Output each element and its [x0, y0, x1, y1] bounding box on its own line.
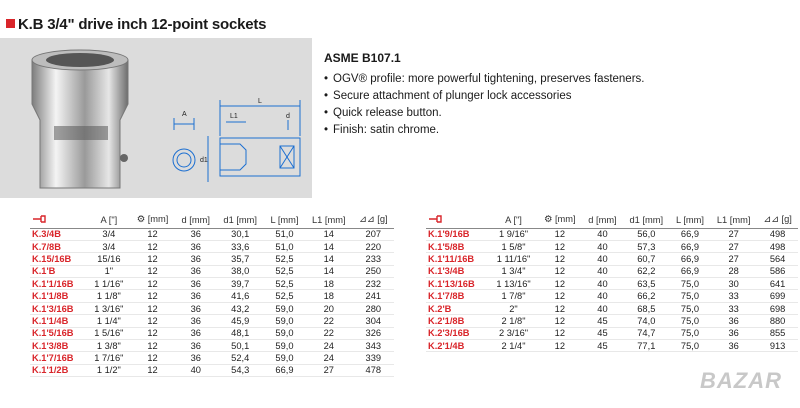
part-number: K.15/16B: [30, 253, 88, 265]
table-cell: 60,7: [623, 253, 670, 265]
table-cell: 59,0: [264, 340, 305, 352]
table-cell: 38,0: [216, 265, 264, 277]
table-cell: 36: [175, 240, 216, 252]
table-cell: 36: [175, 340, 216, 352]
table-cell: 59,0: [264, 352, 305, 364]
table-cell: 68,5: [623, 302, 670, 314]
page-title-text: K.B 3/4" drive inch 12-point sockets: [18, 16, 267, 33]
table-cell: 14: [305, 240, 353, 252]
table-cell: 40: [582, 302, 623, 314]
table-cell: 280: [353, 302, 394, 314]
table-row: [30, 240, 394, 252]
table-cell: 27: [710, 228, 757, 240]
brand-mark-icon: [6, 19, 15, 28]
table-row: [426, 265, 798, 277]
col-header: A ["]: [490, 212, 538, 228]
part-number: K.1'1/4B: [30, 315, 88, 327]
table-cell: 54,3: [216, 364, 264, 376]
table-cell: 12: [130, 340, 175, 352]
col-header: d [mm]: [175, 212, 216, 228]
table-cell: 24: [305, 352, 353, 364]
table-cell: 45,9: [216, 315, 264, 327]
table-cell: 56,0: [623, 228, 670, 240]
spec-bullet: • OGV® profile: more powerful tightening, preserves fasteners.: [324, 71, 800, 88]
table-cell: 36: [175, 315, 216, 327]
socket-photo: [20, 42, 140, 194]
col-header: d1 [mm]: [623, 212, 670, 228]
table-cell: 52,5: [264, 265, 305, 277]
table-row: [426, 278, 798, 290]
table-cell: 12: [130, 302, 175, 314]
table-cell: 52,5: [264, 278, 305, 290]
table-cell: 27: [305, 364, 353, 376]
table-cell: 12: [538, 240, 583, 252]
table-row: [426, 327, 798, 339]
table-cell: 1 7/8": [490, 290, 538, 302]
table-cell: 478: [353, 364, 394, 376]
ref-icon: [426, 212, 490, 228]
left-spec-table: [30, 212, 394, 377]
table-cell: 880: [757, 315, 798, 327]
table-cell: 74,0: [623, 315, 670, 327]
table-cell: 75,0: [670, 290, 710, 302]
col-header: L [mm]: [670, 212, 710, 228]
table-cell: 698: [757, 302, 798, 314]
table-cell: 207: [353, 228, 394, 240]
table-cell: 913: [757, 340, 798, 352]
table-cell: 36: [175, 302, 216, 314]
table-cell: 12: [538, 228, 583, 240]
table-row: [30, 302, 394, 314]
table-cell: 241: [353, 290, 394, 302]
table-cell: 12: [130, 327, 175, 339]
table-cell: 304: [353, 315, 394, 327]
table-cell: 36: [710, 327, 757, 339]
table-cell: 75,0: [670, 315, 710, 327]
table-cell: 1 9/16": [490, 228, 538, 240]
table-cell: 30: [710, 278, 757, 290]
table-cell: 12: [130, 364, 175, 376]
part-number: K.1'7/16B: [30, 352, 88, 364]
ref-icon: [30, 212, 88, 228]
table-cell: 1 1/16": [88, 278, 130, 290]
part-number: K.1'5/8B: [426, 240, 490, 252]
table-cell: 12: [538, 302, 583, 314]
table-cell: 75,0: [670, 340, 710, 352]
table-cell: 59,0: [264, 327, 305, 339]
table-cell: 12: [538, 265, 583, 277]
table-cell: 1 3/8": [88, 340, 130, 352]
table-cell: 35,7: [216, 253, 264, 265]
table-cell: 63,5: [623, 278, 670, 290]
table-row: [426, 315, 798, 327]
table-cell: 326: [353, 327, 394, 339]
table-cell: 12: [538, 340, 583, 352]
table-row: [426, 290, 798, 302]
part-number: K.1'3/4B: [426, 265, 490, 277]
table-cell: 12: [130, 240, 175, 252]
table-cell: 40: [175, 364, 216, 376]
specs-panel: [312, 38, 800, 198]
table-cell: 27: [710, 253, 757, 265]
table-cell: 75,0: [670, 302, 710, 314]
table-cell: 12: [130, 352, 175, 364]
part-number: K.1'13/16B: [426, 278, 490, 290]
table-cell: 1 7/16": [88, 352, 130, 364]
table-cell: 33: [710, 290, 757, 302]
table-cell: 30,1: [216, 228, 264, 240]
table-cell: 39,7: [216, 278, 264, 290]
table-row: [30, 352, 394, 364]
table-cell: 51,0: [264, 240, 305, 252]
weight-icon: ⊿⊿: [763, 214, 779, 225]
table-cell: 52,5: [264, 290, 305, 302]
table-cell: 22: [305, 327, 353, 339]
table-cell: 699: [757, 290, 798, 302]
spec-bullet: • Finish: satin chrome.: [324, 122, 800, 139]
part-number: K.2'1/8B: [426, 315, 490, 327]
table-cell: 52,5: [264, 253, 305, 265]
table-cell: 1 1/8": [88, 290, 130, 302]
table-cell: 564: [757, 253, 798, 265]
table-cell: 2 1/4": [490, 340, 538, 352]
col-header: L1 [mm]: [710, 212, 757, 228]
table-cell: 66,9: [670, 253, 710, 265]
table-row: [426, 340, 798, 352]
part-number: K.1'3/16B: [30, 302, 88, 314]
table-cell: 12: [130, 228, 175, 240]
spec-bullet: • Secure attachment of plunger lock accessories: [324, 88, 800, 105]
table-cell: 43,2: [216, 302, 264, 314]
table-cell: 33,6: [216, 240, 264, 252]
table-row: [30, 327, 394, 339]
col-header: ⊿⊿ [g]: [757, 212, 798, 228]
table-cell: 20: [305, 302, 353, 314]
table-cell: 66,9: [670, 240, 710, 252]
table-cell: 62,2: [623, 265, 670, 277]
table-cell: 40: [582, 240, 623, 252]
table-cell: 59,0: [264, 302, 305, 314]
table-cell: 1 11/16": [490, 253, 538, 265]
col-header: d [mm]: [582, 212, 623, 228]
table-cell: 41,6: [216, 290, 264, 302]
table-cell: 77,1: [623, 340, 670, 352]
table-cell: 220: [353, 240, 394, 252]
table-cell: 498: [757, 240, 798, 252]
table-row: [426, 228, 798, 240]
col-header: L [mm]: [264, 212, 305, 228]
label-L1: L1: [230, 113, 238, 120]
part-number: K.1'9/16B: [426, 228, 490, 240]
table-cell: 3/4: [88, 228, 130, 240]
table-cell: 343: [353, 340, 394, 352]
table-cell: 48,1: [216, 327, 264, 339]
table-cell: 27: [710, 240, 757, 252]
part-number: K.2'3/16B: [426, 327, 490, 339]
table-cell: 586: [757, 265, 798, 277]
table-cell: 45: [582, 327, 623, 339]
table-cell: 12: [538, 315, 583, 327]
weight-icon: ⊿⊿: [359, 214, 375, 225]
table-cell: 36: [175, 327, 216, 339]
table-cell: 22: [305, 315, 353, 327]
table-cell: 66,9: [670, 265, 710, 277]
label-A: A: [182, 111, 187, 118]
table-cell: 18: [305, 278, 353, 290]
table-row: [30, 228, 394, 240]
col-header: ⚙ [mm]: [538, 212, 583, 228]
table-cell: 12: [130, 253, 175, 265]
part-number: K.1'11/16B: [426, 253, 490, 265]
label-L: L: [258, 98, 262, 105]
label-d1: d1: [200, 157, 208, 164]
table-cell: 14: [305, 265, 353, 277]
table-cell: 45: [582, 340, 623, 352]
watermark-logo: BAZAR: [700, 368, 782, 393]
table-cell: 51,0: [264, 228, 305, 240]
part-number: K.7/8B: [30, 240, 88, 252]
table-cell: 36: [175, 290, 216, 302]
part-number: K.3/4B: [30, 228, 88, 240]
col-header: A ["]: [88, 212, 130, 228]
table-row: [30, 364, 394, 376]
table-cell: 498: [757, 228, 798, 240]
table-cell: 66,9: [670, 228, 710, 240]
table-cell: 14: [305, 253, 353, 265]
table-cell: 36: [175, 253, 216, 265]
table-cell: 40: [582, 278, 623, 290]
table-cell: 1 3/4": [490, 265, 538, 277]
table-cell: 40: [582, 265, 623, 277]
part-number: K.2'B: [426, 302, 490, 314]
table-cell: 2 1/8": [490, 315, 538, 327]
table-cell: 14: [305, 228, 353, 240]
table-row: [30, 340, 394, 352]
table-cell: 36: [175, 265, 216, 277]
table-cell: 233: [353, 253, 394, 265]
table-cell: 36: [710, 340, 757, 352]
part-number: K.1'5/16B: [30, 327, 88, 339]
table-cell: 1": [88, 265, 130, 277]
table-cell: 74,7: [623, 327, 670, 339]
col-header: ⚙ [mm]: [130, 212, 175, 228]
table-cell: 28: [710, 265, 757, 277]
table-cell: 40: [582, 253, 623, 265]
table-cell: 52,4: [216, 352, 264, 364]
part-number: K.1'3/8B: [30, 340, 88, 352]
table-cell: 12: [130, 315, 175, 327]
table-cell: 12: [538, 253, 583, 265]
table-cell: 36: [175, 228, 216, 240]
part-number: K.1'1/8B: [30, 290, 88, 302]
table-cell: 45: [582, 315, 623, 327]
table-cell: 339: [353, 352, 394, 364]
table-row: [30, 253, 394, 265]
table-cell: 12: [130, 290, 175, 302]
table-cell: 36: [710, 315, 757, 327]
table-cell: 1 5/8": [490, 240, 538, 252]
table-cell: 2 3/16": [490, 327, 538, 339]
table-cell: 18: [305, 290, 353, 302]
table-cell: 57,3: [623, 240, 670, 252]
table-cell: 12: [538, 278, 583, 290]
table-cell: 75,0: [670, 327, 710, 339]
table-cell: 250: [353, 265, 394, 277]
table-cell: 3/4: [88, 240, 130, 252]
socket-dimension-drawing: [160, 96, 310, 196]
table-cell: 2": [490, 302, 538, 314]
table-row: [30, 278, 394, 290]
table-cell: 12: [538, 290, 583, 302]
table-cell: 24: [305, 340, 353, 352]
specs-heading: ASME B107.1: [324, 51, 401, 65]
table-row: [426, 253, 798, 265]
label-d: d: [286, 113, 290, 120]
table-cell: 1 1/2": [88, 364, 130, 376]
table-cell: 15/16: [88, 253, 130, 265]
col-header: d1 [mm]: [216, 212, 264, 228]
table-row: [30, 265, 394, 277]
right-spec-table: [426, 212, 798, 352]
col-header: L1 [mm]: [305, 212, 353, 228]
table-cell: 641: [757, 278, 798, 290]
table-row: [426, 302, 798, 314]
table-cell: 855: [757, 327, 798, 339]
table-cell: 36: [175, 352, 216, 364]
table-cell: 232: [353, 278, 394, 290]
col-header: ⊿⊿ [g]: [353, 212, 394, 228]
part-number: K.1'B: [30, 265, 88, 277]
table-row: [426, 240, 798, 252]
part-number: K.1'1/2B: [30, 364, 88, 376]
page-title: [6, 16, 266, 33]
table-row: [30, 290, 394, 302]
gear-icon: ⚙: [544, 214, 553, 225]
table-cell: 59,0: [264, 315, 305, 327]
table-cell: 36: [175, 278, 216, 290]
gear-icon: ⚙: [136, 214, 146, 225]
table-cell: 12: [130, 278, 175, 290]
spec-bullet: • Quick release button.: [324, 105, 800, 122]
table-cell: 12: [130, 265, 175, 277]
part-number: K.2'1/4B: [426, 340, 490, 352]
table-cell: 66,9: [264, 364, 305, 376]
table-cell: 40: [582, 228, 623, 240]
specs-list: [324, 71, 800, 139]
table-cell: 40: [582, 290, 623, 302]
table-cell: 12: [538, 327, 583, 339]
table-cell: 66,2: [623, 290, 670, 302]
table-cell: 1 3/16": [88, 302, 130, 314]
table-cell: 1 5/16": [88, 327, 130, 339]
table-row: [30, 315, 394, 327]
table-cell: 1 13/16": [490, 278, 538, 290]
table-cell: 75,0: [670, 278, 710, 290]
table-cell: 33: [710, 302, 757, 314]
table-cell: 1 1/4": [88, 315, 130, 327]
part-number: K.1'7/8B: [426, 290, 490, 302]
table-cell: 50,1: [216, 340, 264, 352]
part-number: K.1'1/16B: [30, 278, 88, 290]
